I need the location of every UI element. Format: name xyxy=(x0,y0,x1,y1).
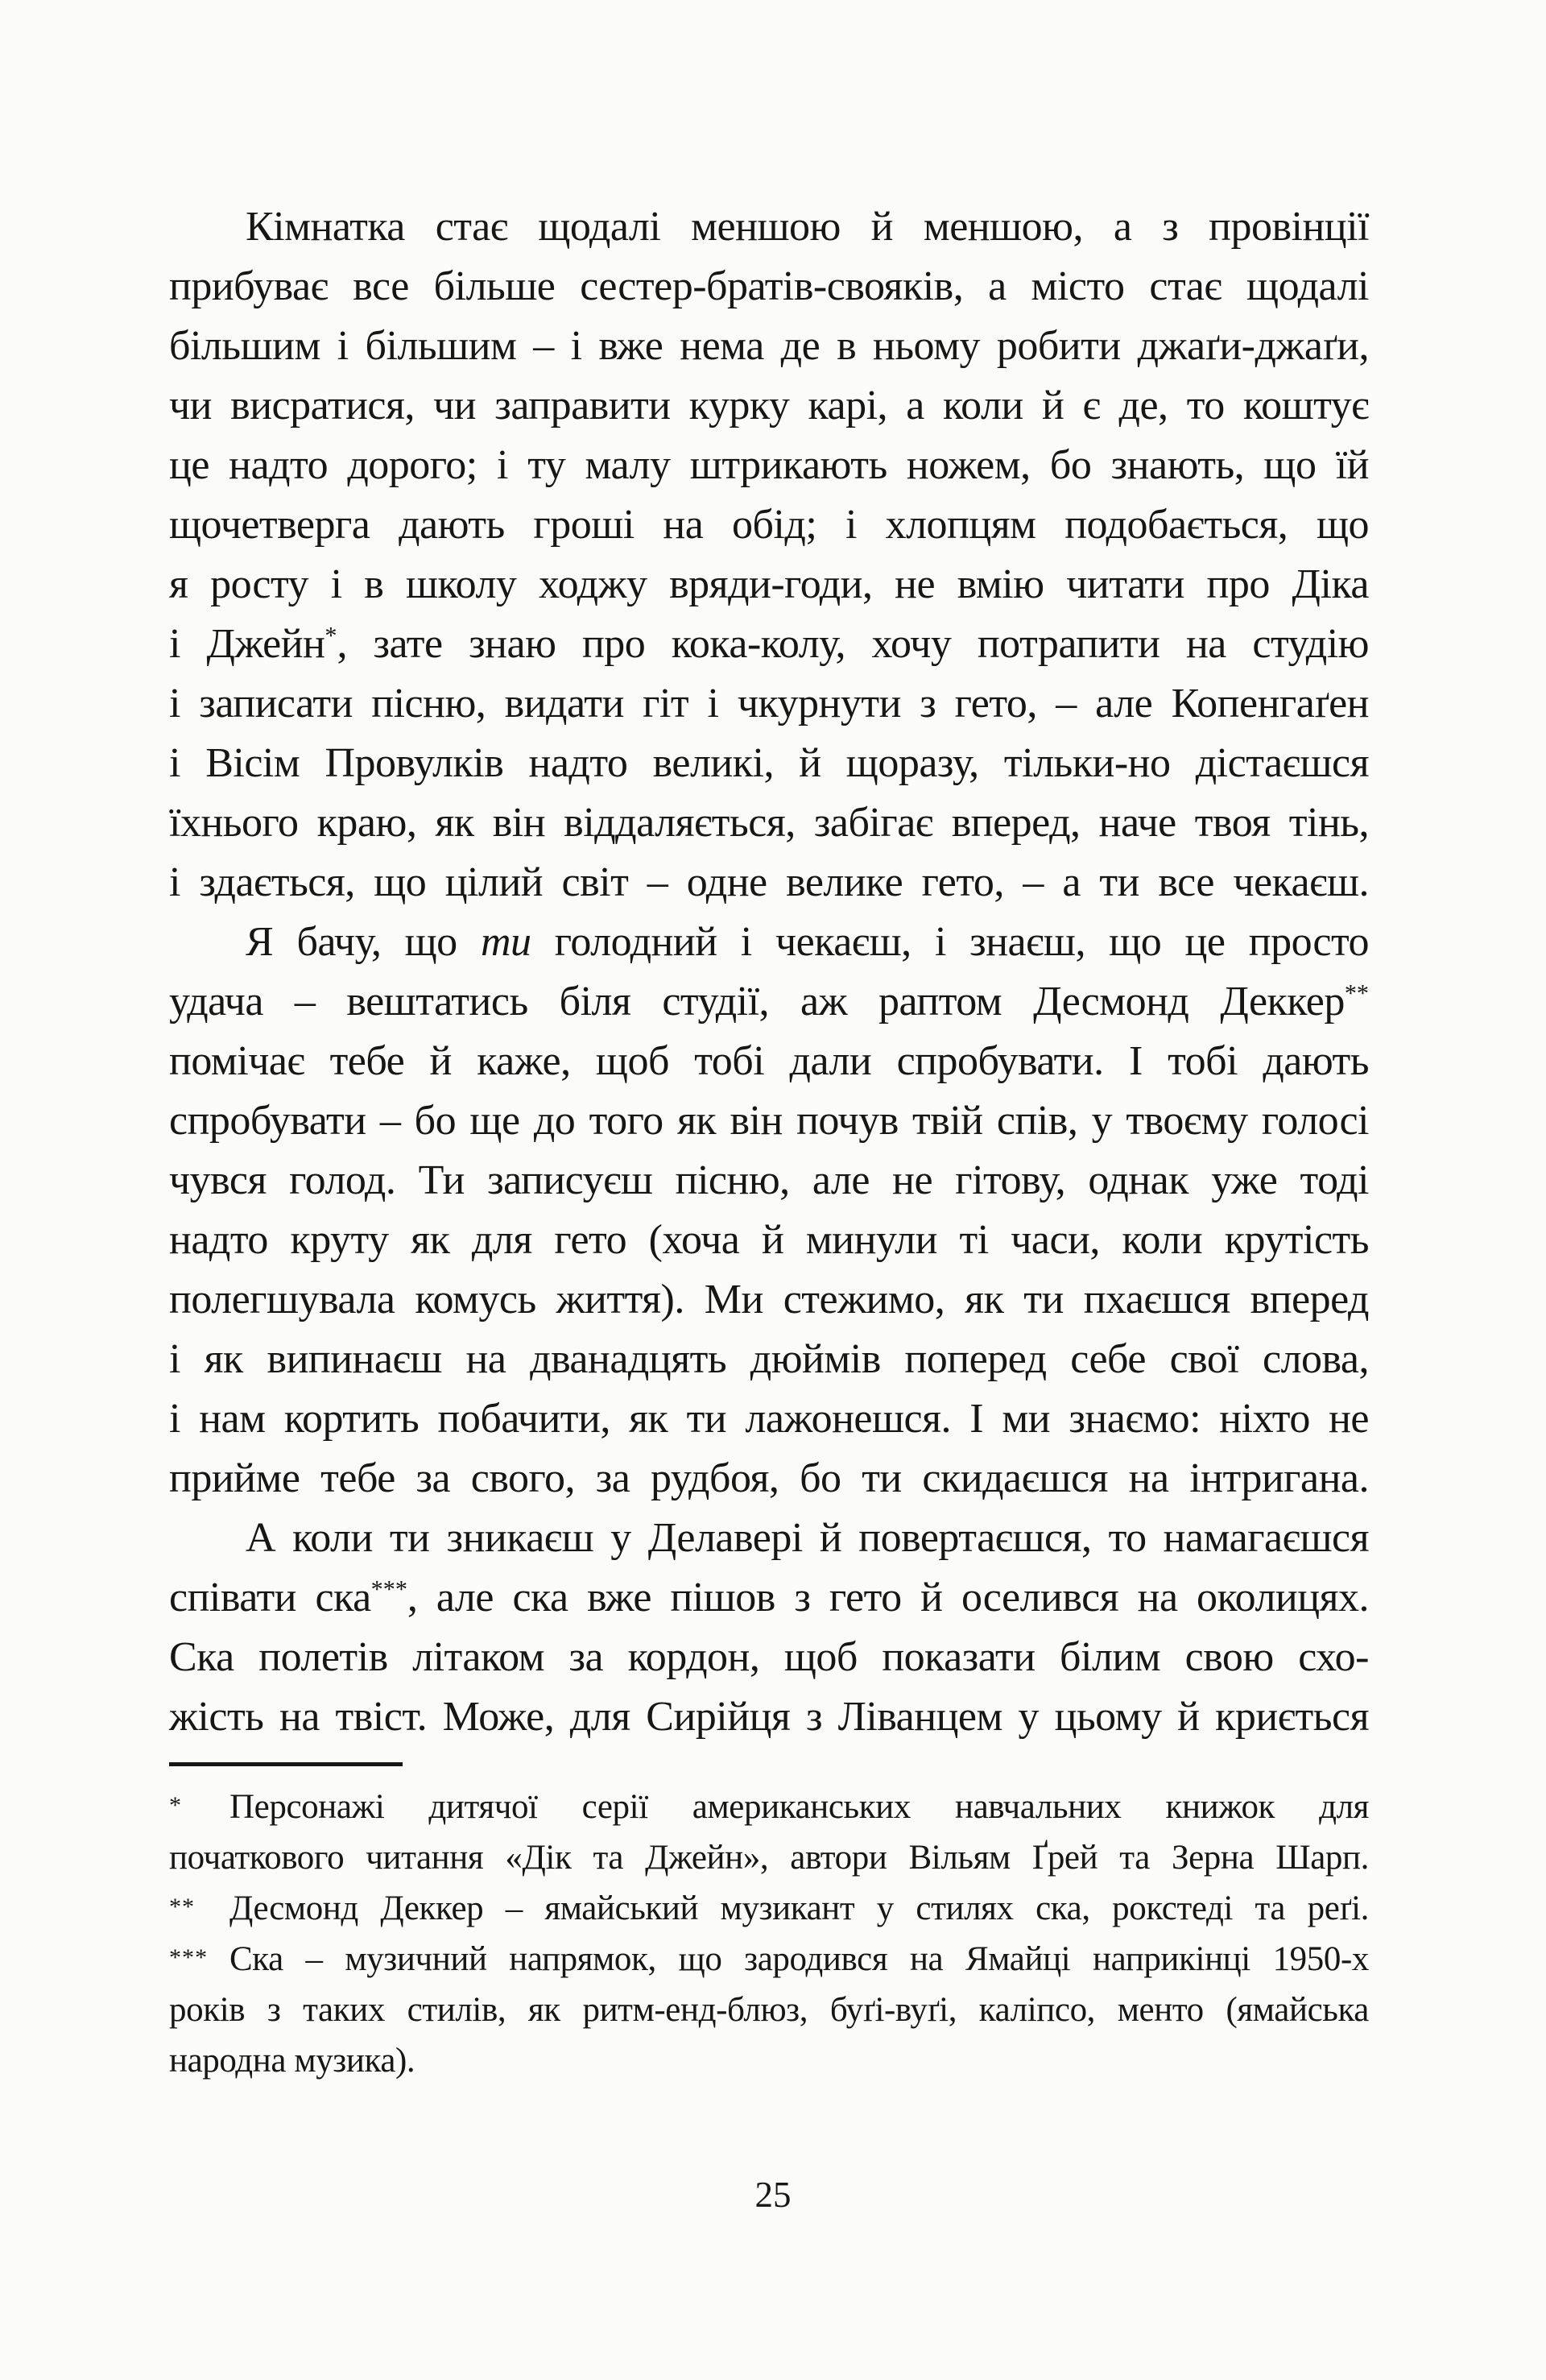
text-segment: Персонажі дитячої серії американських навчальних книжок для xyxy=(229,1788,1369,1826)
text-segment: і Джейн xyxy=(169,621,325,667)
text-segment: чувся голод. Ти записуєш пісню, але не гітову, однак уже тоді xyxy=(169,1157,1369,1203)
text-segment: надто круту як для гето (хоча й минули ті часи, коли крутість xyxy=(169,1217,1369,1263)
footnote-marker: *** xyxy=(169,1943,209,1971)
text-line xyxy=(169,1151,1369,1211)
footnote-line xyxy=(169,1782,1369,1832)
text-segment: чи висратися, чи заправити курку карі, а коли й є де, то коштує xyxy=(169,383,1369,428)
text-line xyxy=(169,913,1369,972)
text-line xyxy=(169,1628,1369,1687)
footnote-ref: *** xyxy=(370,1575,407,1604)
text-segment: А коли ти зникаєш у Делавері й повертаєшся, то намагаєшся xyxy=(246,1515,1369,1561)
footnote-line xyxy=(169,1985,1369,2035)
text-segment: , зате знаю про кока-колу, хочу потрапити на студію xyxy=(337,621,1369,667)
text-line xyxy=(169,1389,1369,1449)
text-line xyxy=(169,376,1369,436)
text-line xyxy=(169,317,1369,376)
text-line xyxy=(169,1270,1369,1330)
footnote-ref: * xyxy=(324,622,337,650)
text-segment: прийме тебе за свого, за рудбоя, бо ти скидаєшся на інтригана. xyxy=(169,1455,1369,1501)
text-line xyxy=(169,615,1369,674)
text-segment: і здається, що цілий світ – одне велике гето, – а ти все чекаєш. xyxy=(169,859,1369,905)
text-segment: , але ска вже пішов з гето й оселився на околицях. xyxy=(407,1575,1369,1620)
paragraph xyxy=(169,1509,1369,1747)
text-line xyxy=(169,1687,1369,1747)
text-segment: це надто дорого; і ту малу штрикають ножем, бо знають, що їй xyxy=(169,442,1369,488)
text-line xyxy=(169,1568,1369,1628)
text-line xyxy=(169,257,1369,317)
text-line xyxy=(169,1211,1369,1270)
text-segment: співати ска xyxy=(169,1575,371,1620)
text-line xyxy=(169,555,1369,615)
text-segment: жість на твіст. Може, для Сирійця з Ліванцем у цьому й криється xyxy=(169,1694,1369,1740)
text-line xyxy=(169,674,1369,734)
text-segment: більшим і більшим – і вже нема де в ньому робити джаґи-джаґи, xyxy=(169,323,1369,369)
text-segment: народна музика). xyxy=(169,2042,415,2080)
footnote-line xyxy=(169,1934,1369,1985)
footnote-line xyxy=(169,1832,1369,1883)
text-segment: і нам кортить побачити, як ти лажонешся. І ми знаємо: ніхто не xyxy=(169,1396,1369,1442)
text-segment: удача – вештатись біля студії, аж раптом Десмонд Деккер xyxy=(169,979,1345,1024)
text-segment: і записати пісню, видати гіт і чкурнути з гето, – але Копенгаґен xyxy=(169,681,1369,726)
footnotes xyxy=(169,1782,1369,2086)
text-line xyxy=(169,793,1369,853)
text-line xyxy=(169,436,1369,495)
footnote-line xyxy=(169,1883,1369,1934)
text-line xyxy=(169,197,1369,257)
text-segment: років з таких стилів, як ритм-енд-блюз, буґі-вуґі, каліпсо, менто (ямайська xyxy=(169,1991,1369,2029)
footnote-marker: ** xyxy=(169,1893,196,1920)
text-segment: спробувати – бо ще до того як він почув твій спів, у твоєму голосі xyxy=(169,1098,1369,1144)
text-line xyxy=(169,495,1369,555)
text-segment: полегшувала комусь життя). Ми стежимо, як ти пхаєшся вперед xyxy=(169,1277,1369,1322)
text-line xyxy=(169,1509,1369,1568)
footnote-line xyxy=(169,2035,1369,2086)
footnote-marker: * xyxy=(169,1791,183,1819)
paragraph xyxy=(169,913,1369,1509)
text-segment: Ска – музичний напрямок, що зародився на Ямайці наприкінці 1950-х xyxy=(229,1940,1369,1978)
text-line xyxy=(169,1330,1369,1389)
body-text xyxy=(169,197,1369,1747)
text-segment: прибуває все більше сестер-братів-свояків, а місто стає щодалі xyxy=(169,263,1369,309)
text-segment: і як випинаєш на дванадцять дюймів поперед себе свої слова, xyxy=(169,1336,1369,1382)
text-line xyxy=(169,972,1369,1032)
paragraph xyxy=(169,197,1369,913)
text-segment: я росту і в школу ходжу вряди-годи, не вмію читати про Діка xyxy=(169,561,1369,607)
text-line xyxy=(169,1032,1369,1091)
footnote-ref: ** xyxy=(1344,979,1369,1008)
text-segment: Ска полетів літаком за кордон, щоб показати білим свою схо- xyxy=(169,1634,1369,1680)
text-segment: Я бачу, що xyxy=(246,919,481,965)
footnote-separator xyxy=(169,1762,403,1766)
page-number: 25 xyxy=(754,2175,792,2215)
italic-word: ти xyxy=(480,919,531,965)
text-segment: Кімнатка стає щодалі меншою й меншою, а з провінції xyxy=(246,204,1369,250)
text-line xyxy=(169,1449,1369,1509)
text-line xyxy=(169,853,1369,913)
text-segment: голодний і чекаєш, і знаєш, що це просто xyxy=(531,919,1369,965)
text-segment: і Вісім Провулків надто великі, й щоразу, тільки-но дістаєшся xyxy=(169,740,1369,786)
text-segment: початкового читання «Дік та Джейн», автори Вільям Ґрей та Зерна Шарп. xyxy=(169,1839,1369,1877)
text-line xyxy=(169,734,1369,793)
text-segment: помічає тебе й каже, щоб тобі дали спробувати. І тобі дають xyxy=(169,1038,1369,1084)
text-line xyxy=(169,1091,1369,1151)
text-segment: їхнього краю, як він віддаляється, забігає вперед, наче твоя тінь, xyxy=(169,800,1369,846)
text-segment: Десмонд Деккер – ямайський музикант у стилях ска, рокстеді та реґі. xyxy=(229,1890,1369,1927)
text-segment: щочетверга дають гроші на обід; і хлопцям подобається, що xyxy=(169,502,1369,548)
